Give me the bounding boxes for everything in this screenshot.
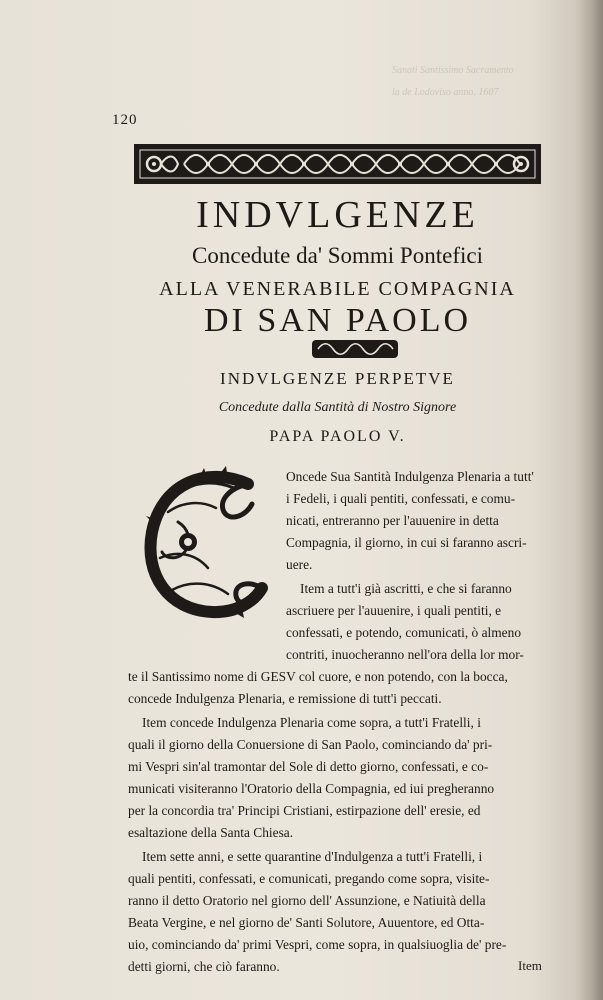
text-line: Item concede Indulgenza Plenaria come sopra, a tutt'i Fratelli, i — [142, 715, 481, 730]
section-title: INDVLGENZE PERPETVE — [220, 369, 455, 388]
text-line: Oncede Sua Santità Indulgenza Plenaria a tutt' — [286, 469, 534, 484]
subtitle-company: ALLA VENERABILE COMPAGNIA — [159, 278, 516, 300]
text-line: Item sette anni, e sette quarantine d'Indulgenza a tutt'i Fratelli, i — [142, 849, 483, 864]
text-line: per la concordia tra' Principi Cristiani, estirpazione dell' eresie, ed — [128, 803, 481, 818]
bleed-line: Sanati Santissimo Sacramento — [392, 65, 514, 76]
small-fleuron-ornament — [312, 340, 398, 358]
catchword: Item — [518, 958, 542, 973]
bleed-through-text — [392, 60, 592, 104]
subtitle-pontiffs: Concedute da' Sommi Pontefici — [192, 243, 483, 268]
text-line: ascriuere per l'auuenire, i quali pentiti, e — [286, 603, 502, 618]
text-line: quali il giorno della Conuersione di San Paolo, cominciando da' pri- — [128, 737, 493, 752]
text-line: uio, cominciando da' primi Vespri, come sopra, in qualsiuoglia de' pre- — [128, 937, 507, 952]
decorated-initial-C-icon — [138, 462, 272, 622]
text-line: quali pentiti, confessati, e comunicati, pregando come sopra, visite- — [128, 871, 490, 886]
pope-name: PAPA PAOLO V. — [269, 428, 406, 445]
text-line: ranno il detto Oratorio nel giorno dell' Assunzione, e Natiuità della — [128, 893, 486, 908]
text-line: Compagnia, il giorno, in cui si faranno ascri- — [286, 535, 527, 550]
text-line: mi Vespri sin'al tramontar del Sole di detto giorno, confessati, e co- — [128, 759, 489, 774]
text-line: Item a tutt'i già ascritti, e che si faranno — [300, 581, 512, 596]
section-subtitle: Concedute dalla Santità di Nostro Signore — [218, 400, 457, 415]
text-line: concede Indulgenza Plenaria, e remissione di tutt'i peccati. — [128, 691, 442, 706]
text-line: municati visiteranno l'Oratorio della Compagnia, ed iui pregheranno — [128, 781, 495, 796]
text-line: uere. — [286, 557, 313, 572]
book-gutter-shadow — [575, 0, 603, 1000]
text-line: esaltazione della Santa Chiesa. — [128, 825, 294, 840]
bleed-line: la de Lodoviso anno. 1607 — [392, 87, 499, 98]
text-line: i Fedeli, i quali pentiti, confessati, e comu- — [286, 491, 516, 506]
title-main: INDVLGENZE — [196, 194, 479, 236]
text-line: nicati, entreranno per l'auuenire in detta — [286, 513, 499, 528]
title-san-paolo: DI SAN PAOLO — [203, 302, 472, 339]
floral-headpiece-ornament — [134, 144, 541, 184]
text-line: contriti, inuocheranno nell'ora della lor mor- — [286, 647, 524, 662]
text-line: te il Santissimo nome di GESV col cuore, e non potendo, con la bocca, — [128, 669, 508, 684]
text-line: confessati, e potendo, comunicati, ò almeno — [286, 625, 522, 640]
text-line: Beata Vergine, e nel giorno de' Santi Solutore, Auuentore, ed Otta- — [128, 915, 485, 930]
text-line: detti giorni, che ciò faranno. — [128, 959, 280, 974]
page-number: 120 — [112, 112, 138, 128]
